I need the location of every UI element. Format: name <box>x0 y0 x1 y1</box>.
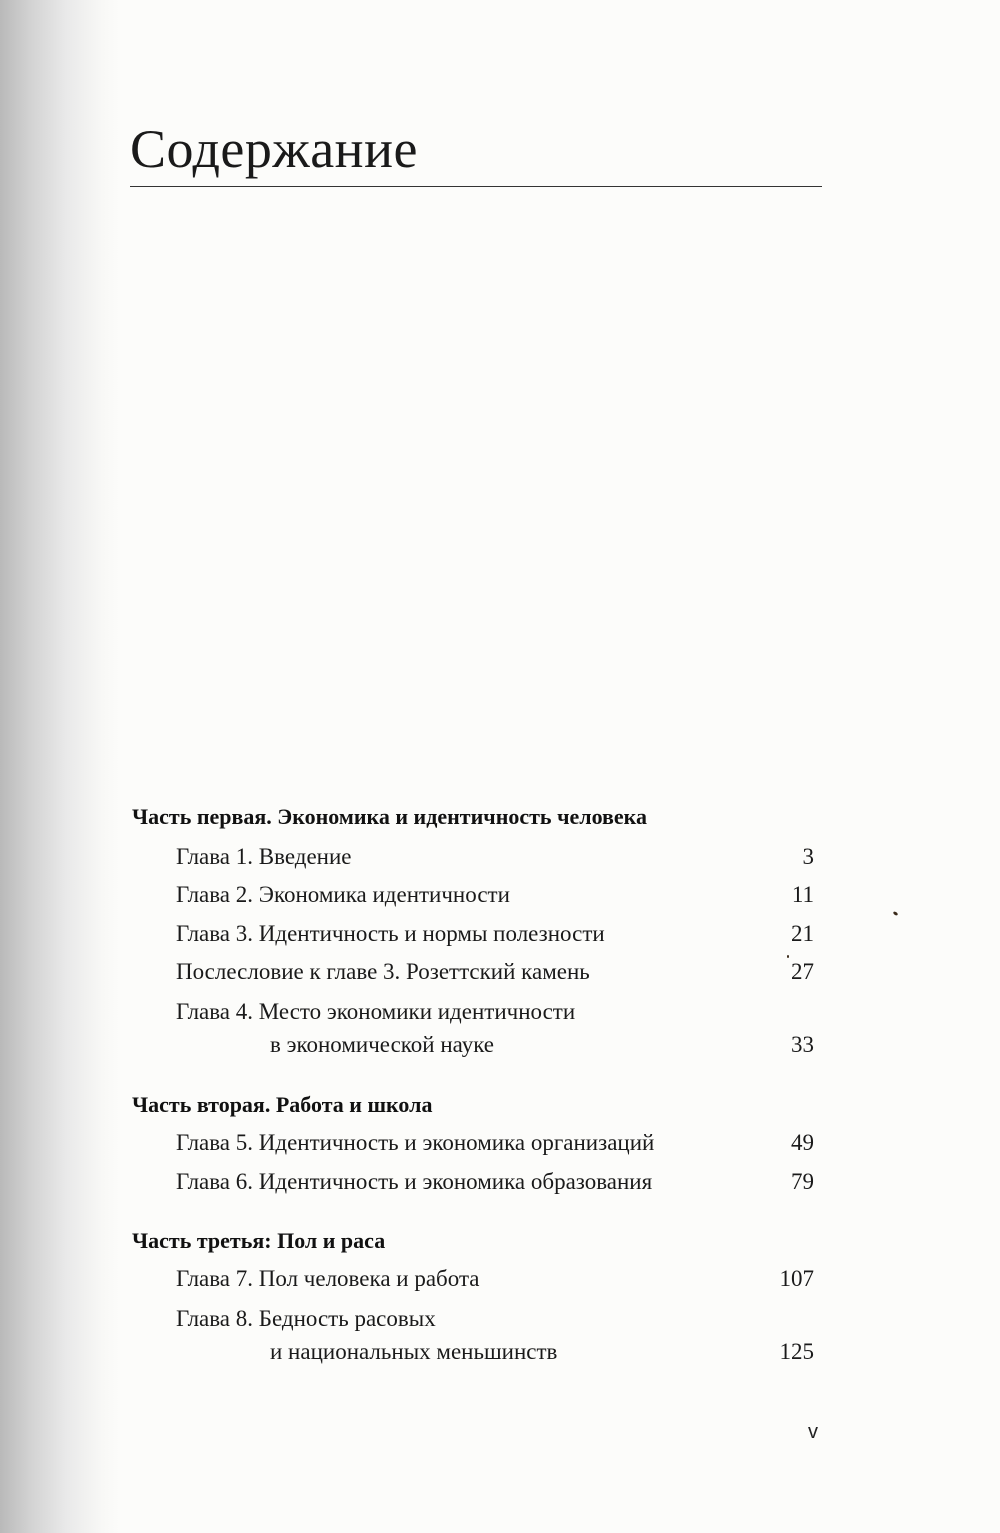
toc-entry-page: 27 <box>791 959 814 984</box>
toc-entry-title: Глава 2. Экономика идентичности <box>176 882 510 907</box>
toc-entry-page: 107 <box>779 1266 814 1291</box>
part-heading: Часть третья: Пол и раса <box>132 1228 386 1253</box>
toc-entry-title-continuation: и национальных меньшинств <box>270 1339 558 1364</box>
toc-entry-page: 125 <box>779 1339 814 1364</box>
toc-entry-page: 11 <box>791 882 814 907</box>
toc-entry-title: Глава 6. Идентичность и экономика образования <box>176 1169 653 1194</box>
toc-entry-title: Глава 3. Идентичность и нормы полезности <box>176 921 605 946</box>
scan-speck <box>787 955 789 958</box>
toc-entry-title: Глава 5. Идентичность и экономика организаций <box>176 1130 655 1155</box>
toc-entry-page: 33 <box>791 1032 814 1057</box>
toc-entry-page: 21 <box>791 921 814 946</box>
toc-entry-title: Глава 7. Пол человека и работа <box>176 1266 480 1291</box>
toc-entry-page: 3 <box>802 844 814 869</box>
part-heading: Часть первая. Экономика и идентичность человека <box>132 804 648 829</box>
toc-entry-title: Глава 4. Место экономики идентичности <box>176 999 576 1024</box>
page-title: Содержание <box>130 119 418 179</box>
toc-entry-page: 49 <box>791 1130 814 1155</box>
toc-entry-page: 79 <box>791 1169 814 1194</box>
toc-entry-title-continuation: в экономической науке <box>270 1032 495 1057</box>
toc-entry-title: Послесловие к главе 3. Розеттский камень <box>176 959 590 984</box>
toc-entry-title: Глава 8. Бедность расовых <box>176 1306 436 1331</box>
toc-entry-title: Глава 1. Введение <box>176 844 352 869</box>
part-heading: Часть вторая. Работа и школа <box>132 1092 433 1117</box>
page-number-folio: v <box>808 1421 818 1443</box>
